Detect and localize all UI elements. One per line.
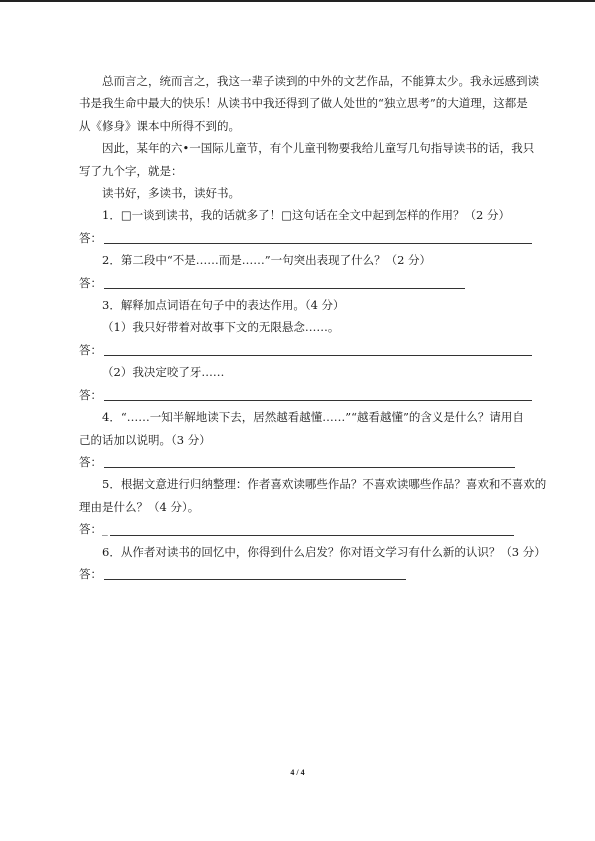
answer-row-1	[79, 227, 541, 249]
answer-label: 答：	[79, 275, 102, 290]
page-number: 4 / 4	[290, 768, 305, 777]
answer-label: 答：	[79, 230, 102, 245]
answer-line[interactable]	[104, 341, 532, 356]
question-4: 4．“……一知半解地读下去，居然越看越懂……”“越看越懂”的含义是什么？请用自	[102, 410, 524, 425]
answer-row-4	[79, 451, 541, 473]
answer-line[interactable]	[104, 229, 532, 244]
question-3: 3．解释加点词语在句子中的表达作用。（4 分）	[102, 298, 345, 313]
question-3-part-1: （1）我只好带着对故事下文的无限悬念……。	[102, 320, 340, 335]
paragraph-line: 因此，某年的六•一国际儿童节，有个儿童刊物要我给儿童写几句指导读书的话，我只	[102, 141, 535, 156]
document-body	[79, 70, 547, 585]
answer-row-5	[79, 518, 541, 540]
question-5: 5．根据文意进行归纳整理：作者喜欢读哪些作品？不喜欢读哪些作品？喜欢和不喜欢的	[102, 477, 547, 492]
question-5-continued: 理由是什么？（4 分）。	[79, 499, 200, 514]
answer-row-6	[79, 563, 541, 585]
answer-label: 答：_	[79, 522, 108, 537]
top-rule	[0, 0, 595, 2]
answer-label: 答：	[79, 342, 102, 357]
paragraph-line: 从《修身》课本中所得不到的。	[79, 118, 240, 133]
answer-row-3-2	[79, 384, 541, 406]
paragraph-line: 写了九个字，就是：	[79, 163, 183, 178]
answer-label: 答：	[79, 387, 102, 402]
question-3-part-2: （2）我决定咬了牙……	[102, 365, 225, 380]
answer-label: 答：	[79, 566, 102, 581]
paragraph-line: 总而言之，统而言之，我这一辈子读到的中外的文艺作品，不能算太少。我永远感到读	[102, 74, 539, 88]
answer-row-3-1	[79, 339, 541, 361]
question-1: 1．□一谈到读书，我的话就多了！□这句话在全文中起到怎样的作用？（2 分）	[102, 208, 511, 223]
paragraph-line: 书是我生命中最大的快乐！从读书中我还得到了做人处世的“独立思考”的大道理，这都是	[79, 96, 528, 111]
answer-line[interactable]	[104, 274, 465, 289]
answer-line[interactable]	[110, 521, 514, 536]
question-6: 6．从作者对读书的回忆中，你得到什么启发？你对语文学习有什么新的认识？（3 分）	[102, 544, 546, 559]
answer-row-2	[79, 272, 541, 294]
answer-line[interactable]	[104, 453, 515, 468]
question-2: 2．第二段中“不是……而是……”一句突出表现了什么？（2 分）	[102, 253, 432, 268]
answer-line[interactable]	[104, 565, 406, 580]
paragraph-line: 读书好，多读书，读好书。	[102, 186, 240, 201]
question-4-continued: 己的话加以说明。（3 分）	[79, 432, 211, 447]
answer-label: 答：	[79, 454, 102, 469]
answer-line[interactable]	[104, 386, 532, 401]
